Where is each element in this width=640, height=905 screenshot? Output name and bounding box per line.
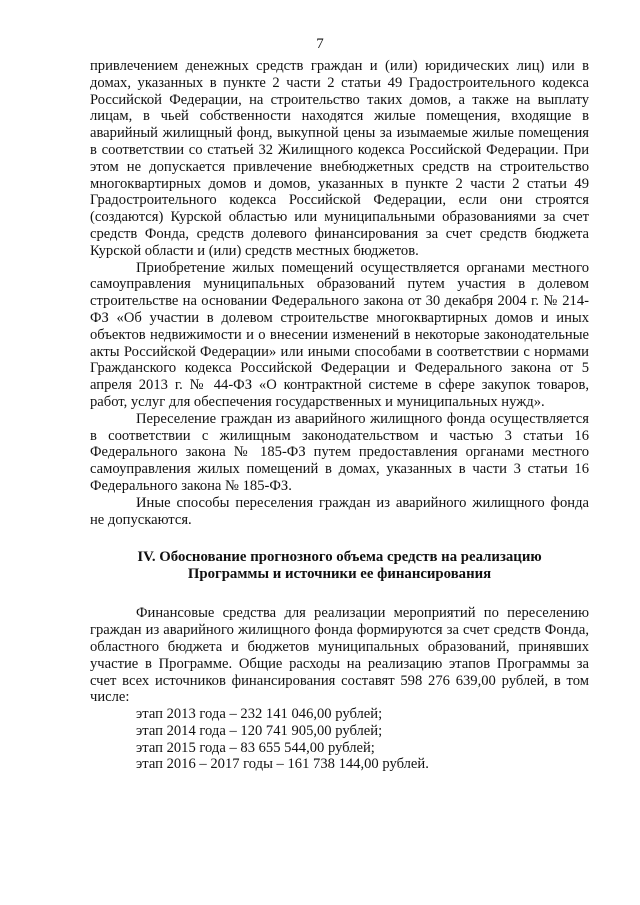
stage-item: этап 2013 года – 232 141 046,00 рублей; [136,706,383,723]
paragraph-other-methods: Иные способы переселения граждан из аварийного жилищного фонда не допускаются. [90,494,589,528]
paragraph-financing: Финансовые средства для реализации мероприятий по переселению граждан из аварийного жилищного фонда формируются за счет средств Фонда, областного бюджета и бюджетов муниципальных образований, принявших участие в Программе. Общие расходы на реализацию этапов Программы за счет всех источников финансирования составят 598 276 639,00 рублей, в том числе: [90,605,589,706]
document-body [90,58,589,773]
paragraph-acquisition: Приобретение жилых помещений осуществляется органами местного самоуправления муниципальных образований путем участия в долевом строительстве на основании Федерального закона от 30 декабря 2004 г. № 214-ФЗ «Об участии в долевом строительстве многоквартирных домов и иных объектов недвижимости и о внесении изменений в некоторые законодательные акты Российской Федерации» или иными способами в соответствии с нормами Гражданского кодекса Российской Федерации и Федерального закона от 5 апреля 2013 г. № 44-ФЗ «О контрактной системе в сфере закупок товаров, работ, услуг для обеспечения государственных и муниципальных нужд». [90,259,589,410]
paragraph-resettlement: Переселение граждан из аварийного жилищного фонда осуществляется в соответствии с жилищным законодательством и частью 3 статьи 16 Федерального закона № 185-ФЗ путем предоставления органами местного самоуправления жилых помещений в домах, указанных в части 3 статьи 16 Федерального закона № 185-ФЗ. [90,410,589,494]
stage-item: этап 2015 года – 83 655 544,00 рублей; [136,739,375,756]
stage-item: этап 2016 – 2017 годы – 161 738 144,00 рублей. [136,756,429,773]
stage-item: этап 2014 года – 120 741 905,00 рублей; [136,722,383,739]
section-heading [90,549,589,583]
page-number: 7 [316,36,324,52]
section-heading-line-1: IV. Обоснование прогнозного объема средств на реализацию [137,549,542,566]
paragraph-continuation: привлечением денежных средств граждан и (или) юридических лиц) или в домах, указанных в пункте 2 части 2 статьи 49 Градостроительного кодекса Российской Федерации, на строительство таких домов, а также на выплату лицам, в чьей собственности находятся жилые помещения, входящие в аварийный жилищный фонд, выкупной цены за изымаемые жилые помещения в соответствии со статьей 32 Жилищного кодекса Российской Федерации. При этом не допускается привлечение внебюджетных средств на строительство многоквартирных домов и домов, указанных в пункте 2 части 2 статьи 49 Градостроительного кодекса Российской Федерации, если они строятся (создаются) Курской областью или муниципальными образованиями за счет средств Фонда, средств долевого финансирования за счет средств бюджета Курской области и (или) средств местных бюджетов. [90,58,589,259]
section-heading-line-2: Программы и источники ее финансирования [187,566,492,583]
